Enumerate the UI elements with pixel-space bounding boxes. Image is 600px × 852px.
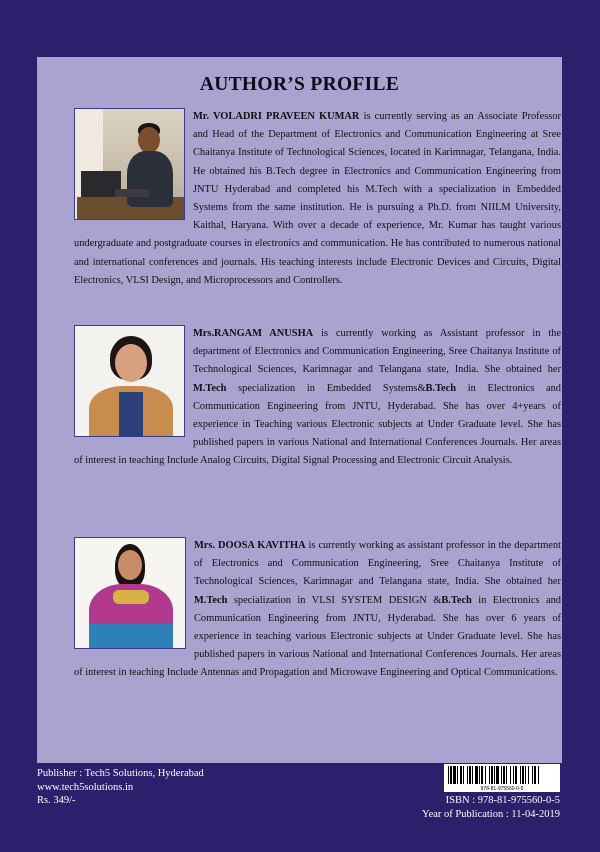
author-3-text-2: specialization in VLSI SYSTEM DESIGN & (227, 594, 442, 606)
author-3-mtech: M.Tech (194, 594, 228, 606)
author-3-text-3: in Electronics and Communication Engineering from JNTU, Hyderabad. She has over 6 years of experience in teaching various Electronic subjects at Under Graduate level. She has published papers in various National and International Conferences Journals. Her areas of interest in teaching Include Antennas and Propagation and Microwave Engineering and Optical Communications. (74, 594, 561, 679)
page-title: AUTHOR’S PROFILE (199, 74, 400, 95)
author-3-text-1: is currently working as assistant professor in the department of Electronics and Communication Engineering, Sree Chaitanya Institute of Technological Sciences, Karimnagar and Telangana state, India. She obtained her (194, 540, 561, 588)
publication-year: Year of Publication : 11-04-2019 (422, 808, 560, 820)
author-1-name: Mr. VOLADRI PRAVEEN KUMAR (193, 111, 360, 122)
author-2-btech: B.Tech (425, 382, 457, 394)
isbn-barcode (444, 764, 560, 792)
author-3-bio (74, 537, 561, 683)
price: Rs. 349/- (37, 795, 76, 806)
author-2-text-2: specialization in Embedded Systems& (226, 382, 426, 394)
isbn-info (422, 794, 560, 821)
author-2-mtech: M.Tech (193, 382, 227, 394)
author-3-btech: B.Tech (441, 594, 472, 606)
author-1-text: is currently serving as an Associate Professor and Head of the Department of Electronics and Communication Engineering at Sree Chaitanya Institute of Technological Sciences, located in Karimnagar, Telangana, India. He obtained his B.Tech degree in Electronics and Communication Engineering from JNTU Hyderabad and completed his M.Tech with a specialization in Embedded Systems from the same institution. He is pursuing a Ph.D. from NIILM University, Kaithal, Haryana. With over a decade of experience, Mr. Kumar has taught various undergraduate and postgraduate courses in electronics and communication. He has contributed to numerous national and international conferences and journals. His teaching interests include Electronic Devices and Circuits, Digital Electronics, VLSI Design, and Microprocessors and Controllers. (74, 111, 561, 286)
barcode-bars (444, 764, 560, 785)
publisher-website: www.tech5solutions.in (37, 781, 134, 793)
author-1-photo (74, 108, 185, 220)
author-2-bio (74, 325, 561, 471)
publisher-name: Publisher : Tech5 Solutions, Hyderabad (37, 768, 204, 779)
author-3-name: Mrs. DOOSA KAVITHA (194, 540, 306, 551)
author-2-photo (74, 325, 185, 437)
publisher-info (37, 767, 204, 808)
author-3-photo (74, 537, 186, 649)
author-2-text-1: is currently working as Assistant professor in the department of Electronics and Communication Engineering, Sree Chaitanya Institute of Technological Sciences, Karimnagar and Telangana state, India. She obtained her (193, 328, 561, 376)
author-2-name: Mrs.RANGAM ANUSHA (193, 328, 314, 339)
author-1-bio (74, 108, 561, 290)
barcode-number: 978-81-975560-0-5 (480, 786, 524, 792)
author-2-text-3: in Electronics and Communication Engineering from JNTU, Hyderabad. She has over 4+years of experience in Teaching various Electronic subjects at Under Graduate level. She has published papers in various National and International Conferences Journals. Her areas of interest in teaching Include Analog Circuits, Digital Signal Processing and Electronic Circuit Analysis. (74, 382, 561, 467)
isbn-text: ISBN : 978-81-975560-0-5 (445, 795, 560, 806)
profile-panel (37, 57, 562, 763)
